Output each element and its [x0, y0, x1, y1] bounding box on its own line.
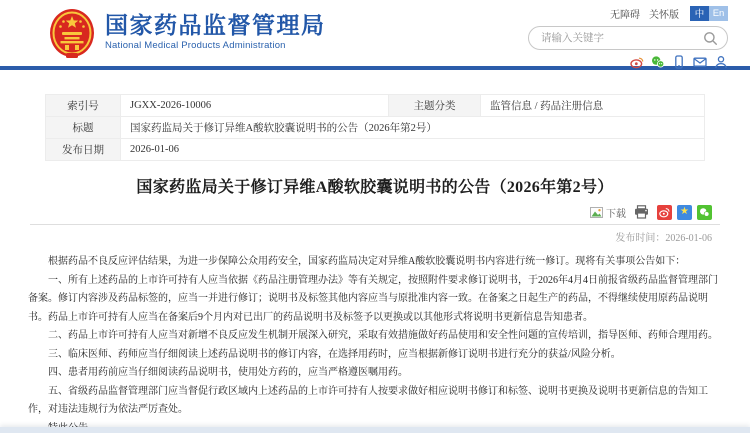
- social-links: [528, 55, 728, 69]
- category-label: 主题分类: [389, 95, 481, 117]
- header-utilities: [528, 5, 728, 69]
- download-label: 下载: [606, 208, 626, 220]
- article-paragraph: 五、省级药品监督管理部门应当督促行政区域内上述药品的上市许可持有人按要求做好相应说明书修订和标签、说明书更换及说明书更新信息的告知工作，对违法违规行为依法严厉查处。: [28, 385, 708, 415]
- share-wechat-button[interactable]: [697, 205, 712, 220]
- index-number-value: JGXX-2026-10006: [121, 95, 389, 117]
- article-paragraph: 根据药品不良反应评估结果，为进一步保障公众用药安全，国家药监局决定对异维A酸软胶囊说明书内容进行统一修订。现将有关事项公告如下：: [48, 256, 686, 267]
- publish-time: [38, 229, 712, 244]
- article-title: 国家药监局关于修订异维A酸软胶囊说明书的公告（2026年第2号）: [136, 179, 614, 196]
- title-label: 标题: [46, 117, 121, 139]
- article-paragraph: 二、药品上市许可持有人应当对新增不良反应发生机制开展深入研究，采取有效措施做好药品使用和安全性问题的宣传培训，指导医师、药师合理用药。: [48, 330, 718, 341]
- site-header: [0, 0, 750, 66]
- language-toggle: [690, 6, 728, 21]
- publish-date-label: 发布日期: [46, 139, 121, 161]
- lang-cn-button[interactable]: 中: [690, 6, 709, 21]
- care-mode-link[interactable]: 关怀版: [649, 9, 679, 21]
- star-icon: ★: [680, 206, 689, 217]
- article-paragraph: 四、患者用药前应当仔细阅读药品说明书，使用处方药的，应当严格遵医嘱用药。: [48, 367, 408, 378]
- wechat-icon[interactable]: [651, 55, 665, 69]
- weibo-glyph-icon: [659, 207, 670, 218]
- table-row: [46, 95, 705, 117]
- share-weibo-button[interactable]: [657, 205, 672, 220]
- user-icon[interactable]: [714, 55, 728, 69]
- search-bar: [528, 26, 728, 50]
- title-value: 国家药监局关于修订异维A酸软胶囊说明书的公告（2026年第2号）: [121, 117, 705, 139]
- lang-en-button[interactable]: En: [709, 6, 728, 21]
- accessibility-link[interactable]: 无障碍: [610, 9, 640, 21]
- site-title: 国家药品监督管理局: [105, 12, 326, 38]
- download-button[interactable]: [590, 205, 626, 220]
- search-input[interactable]: [541, 32, 703, 44]
- mail-icon[interactable]: [693, 55, 707, 69]
- table-row: [46, 117, 705, 139]
- search-icon[interactable]: [703, 31, 718, 46]
- table-row: [46, 139, 705, 161]
- title-divider: [30, 224, 720, 225]
- document-info-table: [45, 94, 705, 161]
- mobile-icon[interactable]: [672, 55, 686, 69]
- index-number-label: 索引号: [46, 95, 121, 117]
- footer-edge-bar: [0, 427, 750, 433]
- article-paragraph: 一、所有上述药品的上市许可持有人应当依据《药品注册管理办法》等有关规定，按照附件要求修订说明书，于2026年4月4日前报省级药品监督管理部门备案。修订内容涉及药品标签的，应当一并进行修订；说明书及标签其他内容应当与原批准内容一致。在备案之日起生产的药品，不得继续使用原药品说明书。药品上市许可持有人应当在备案后9个月内对已出厂的药品说明书及标签予以更换或以其他形式将说明书更新信息告知患者。: [28, 274, 718, 323]
- site-subtitle: National Medical Products Administration: [105, 40, 286, 51]
- article-paragraph: 三、临床医师、药师应当仔细阅读上述药品说明书的修订内容，在选择用药时，应当根据新修订说明书进行充分的获益/风险分析。: [48, 348, 621, 360]
- publish-time-label: 发布时间：: [615, 233, 666, 244]
- weibo-icon[interactable]: [630, 55, 644, 69]
- top-links: [528, 5, 728, 21]
- article-toolbar: [38, 204, 712, 220]
- article-body: [28, 253, 722, 433]
- site-title-block: [105, 7, 326, 60]
- print-icon[interactable]: [634, 205, 649, 219]
- download-file-icon: [590, 207, 603, 218]
- publish-time-value: 2026-01-06: [665, 233, 712, 244]
- national-emblem-icon: [48, 7, 96, 60]
- wechat-glyph-icon: [699, 207, 710, 218]
- category-value: 监管信息 / 药品注册信息: [481, 95, 705, 117]
- publish-date-value: 2026-01-06: [121, 139, 705, 161]
- site-logo[interactable]: [48, 7, 326, 60]
- share-qzone-button[interactable]: [677, 205, 692, 220]
